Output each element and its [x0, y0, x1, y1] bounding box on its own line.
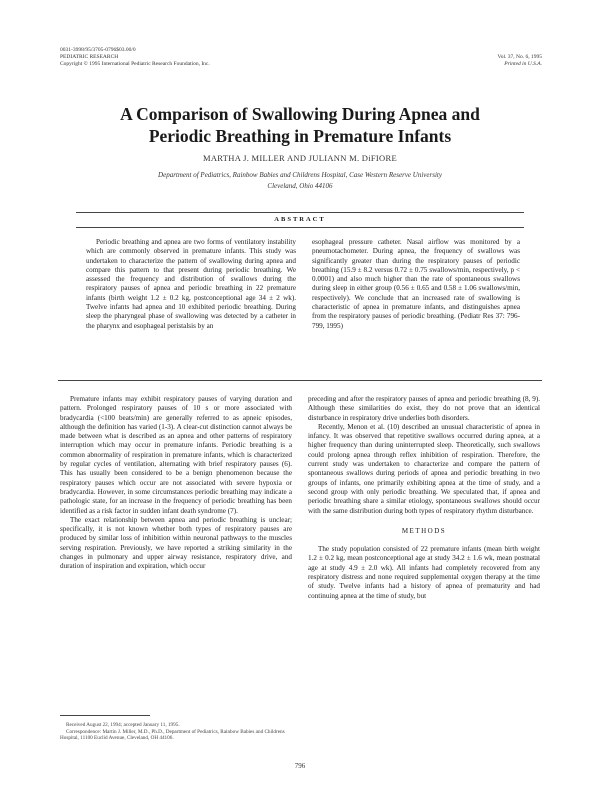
authors: MARTHA J. MILLER AND JULIANN M. DiFIORE [203, 153, 397, 163]
journal-printed: Printed in U.S.A. [504, 61, 542, 67]
footnote-correspondence: Correspondence: Martin J. Miller, M.D., Ph.D., Department of Pediatrics, Rainbow Babies and Childrens Hospital, 11100 Euclid Avenue, Cleveland, OH 44106. [60, 728, 285, 741]
abstract-heading: ABSTRACT [76, 212, 524, 228]
footnote-rule [60, 715, 150, 716]
body-left-column [60, 395, 292, 572]
methods-heading: METHODS [401, 526, 447, 535]
journal-copyright: Copyright © 1995 International Pediatric Research Foundation, Inc. [60, 61, 210, 67]
abstract-right-column [312, 238, 520, 331]
affiliation [120, 170, 480, 192]
body-paragraph: The exact relationship between apnea and periodic breathing is unclear; specifically, it is not known whether both types of respiratory pauses are produced by similar loss of inhibition within neuronal pathways to the muscles serving respiration. Previously, we have reported a striking similarity in the changes in pulmonary and upper airway resistance, respiratory drive, and duration of inspiration and expiration, which occur [60, 515, 292, 571]
journal-name: PEDIATRIC RESEARCH [60, 54, 119, 60]
body-paragraph: Premature infants may exhibit respiratory pauses of varying duration and pattern. Prolonged respiratory pauses of 10 s or more associated with bradycardia (<100 beats/min) are generally referred to as apneic episodes, although the definition has varied (1-3). A clear-cut distinction cannot always be made between what is described as an apnea and other patterns of respiratory interruption which may occur in premature infants. Periodic breathing is a common abnormality of respiration in premature infants, which is characterized by regular cycles of ventilation, alternating with brief respiratory pauses (6). This has usually been considered to be a benign phenomenon because the respiratory pauses which occur are not associated with severe hypoxia or bradycardia. However, in some circumstances periodic breathing may indicate a pathologic state, for an increase in the frequency of periodic breathing has been identified as a risk factor in sudden infant death syndrome (7). [60, 395, 292, 515]
footnote-received: Received August 22, 1994; accepted January 11, 1995. [66, 722, 180, 728]
journal-volume: Vol. 37, No. 6, 1995 [497, 54, 542, 60]
footnotes [60, 722, 292, 742]
journal-header-left [60, 47, 320, 68]
title-line-2: Periodic Breathing in Premature Infants [148, 126, 452, 146]
body-right-column [308, 395, 540, 601]
title-line-1: A Comparison of Swallowing During Apnea and [120, 104, 480, 124]
journal-issn: 0031-3998/95/3705-0796$03.00/0 [60, 47, 136, 53]
abstract-text-right: esophageal pressure catheter. Nasal airflow was monitored by a pneumotachometer. During apnea, the frequency of swallows was significantly greater than during the respiratory pauses of periodic breathing (15.9 ± 8.2 versus 0.72 ± 0.75 swallows/min, respectively, p < 0.0001) and also much higher than the rate of spontaneous swallows during sleep in either group (0.56 ± 0.65 and 0.58 ± 1.06 swallows/min, respectively). We conclude that an increased rate of swallowing is characteristic of apnea in premature infants, and distinguishes apnea from the respiratory pauses of periodic breathing. (Pediatr Res 37: 796-799, 1995) [312, 238, 520, 330]
body-paragraph: Recently, Menon et al. (10) described an unusual characteristic of apnea in infancy. It was observed that repetitive swallows occurred during apnea, at a higher frequency than during uninterrupted sleep. Theoretically, such swallows could prolong apnea through reflex inhibition of respiration. Therefore, the current study was undertaken to characterize and compare the pattern of spontaneous swallows during periods of apnea and periodic breathing in two groups of infants, one primarily exhibiting apnea at the time of study, and a second group with only periodic breathing. We speculated that, if apnea and periodic breathing share a similar etiology, spontaneous swallows should occur with the same distribution during both types of respiratory rhythm disturbance. [308, 422, 540, 515]
body-paragraph: The study population consisted of 22 premature infants (mean birth weight 1.2 ± 0.2 kg, mean postconceptional age at study 34.2 ± 1.6 wk, mean postnatal age at study 4.9 ± 2.0 wk). All infants had completely recovered from any respiratory distress and none required supplemental oxygen therapy at the time of study. Twelve infants had a history of apnea of prematurity and had continuing apnea at the time of study, but [308, 545, 540, 600]
article-title [60, 103, 540, 147]
abstract-text-left: Periodic breathing and apnea are two forms of ventilatory instability which are commonly observed in premature infants. This study was undertaken to characterize the pattern of swallowing during apnea and compare this pattern to that present during periodic breathing. We assessed the frequency and distribution of swallows during the respiratory pauses of apnea and periodic breathing in 22 premature infants (birth weight 1.2 ± 0.2 kg, postconceptional age 34 ± 2 wk). Twelve infants had apnea and 10 exhibited periodic breathing. During sleep the pharyngeal phase of swallowing was detected by a catheter in the pharynx and esophageal peristalsis by an [86, 238, 296, 330]
affiliation-line-1: Department of Pediatrics, Rainbow Babies and Childrens Hospital, Case Western Reserve University [158, 171, 442, 179]
journal-header-right [382, 54, 542, 68]
page-number: 796 [294, 762, 306, 770]
abstract-bottom-rule [58, 380, 542, 381]
body-paragraph: preceding and after the respiratory pauses of apnea and periodic breathing (8, 9). Although these similarities do exist, they do not prove that an identical disturbance in respiratory drive underlies both disorders. [308, 395, 540, 422]
abstract-left-column [86, 238, 296, 331]
affiliation-line-2: Cleveland, Ohio 44106 [267, 182, 333, 190]
